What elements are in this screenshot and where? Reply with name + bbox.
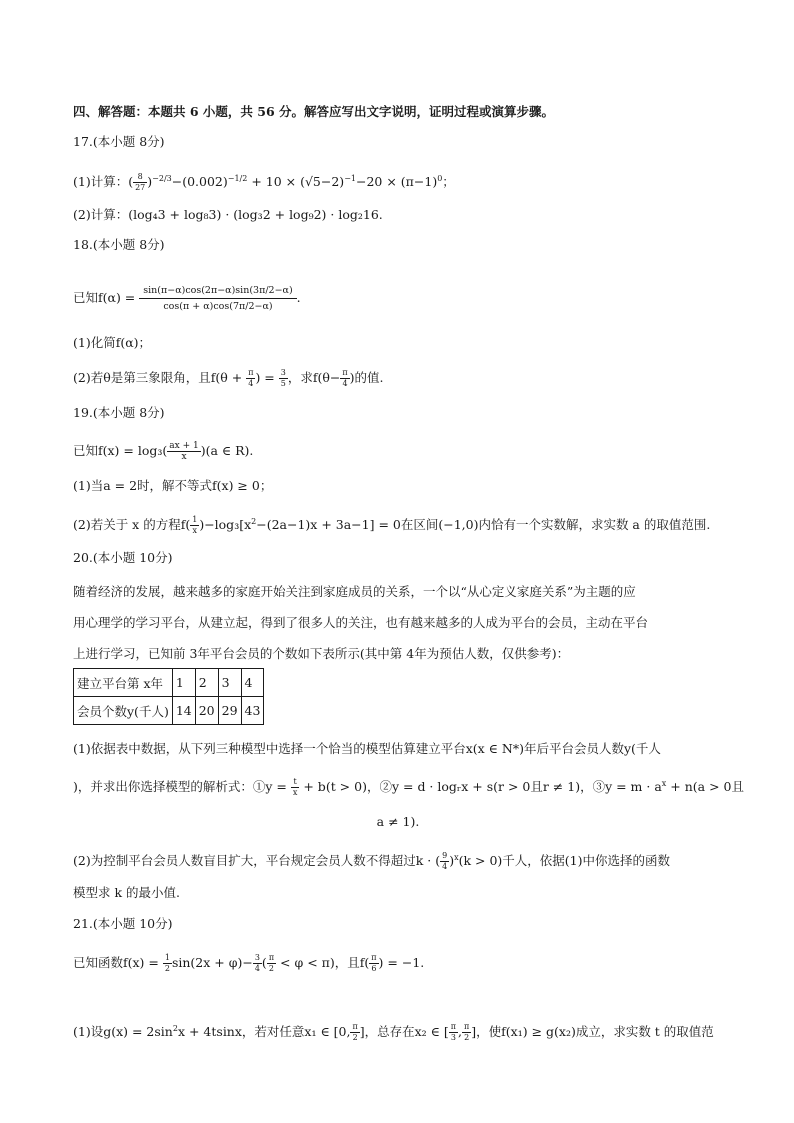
- q17-part1: (1)计算：( $\frac{8}{27}$ )$^{-2/3}-(0.002)^{-1/2} + 10 \times (√5-2)^{-1}-20 \times (\pi-1)^0$；: [73, 172, 455, 193]
- row-label: 建立平台第 x年: [74, 669, 173, 697]
- table-cell: 14: [172, 697, 195, 725]
- q17-part2: (2)计算：(log₄3 + log₈3) · (log₃2 + log₉2) · log₂16.: [73, 207, 383, 222]
- q20-part1-line3: a ≠ 1).: [376, 814, 420, 829]
- q19-title: 19.(本小题 8分): [73, 405, 165, 420]
- q19-part2: (2)若关于 x 的方程f( $\frac{1}{x}$ )$-\log_3[x^2-(2a-1)x + 3a-1] = 0$在区间(−1,0)内恰有一个实数解，求实数 a 的取值范围.: [73, 515, 711, 536]
- q18-part2: (2)若θ是第三象限角，且f(θ + $\frac{\pi}{4}$ ) = $\frac{3}{5}$ ，求f(θ− $\frac{\pi}{4}$ )的值.: [73, 368, 384, 388]
- row-label: 会员个数y(千人): [74, 697, 173, 725]
- section-heading: 四、解答题：本题共 6 小题，共 56 分。解答应写出文字说明，证明过程或演算步骤。: [73, 104, 555, 119]
- q20-body-line1: 随着经济的发展，越来越多的家庭开始关注到家庭成员的关系，一个以“从心定义家庭关系”为主题的应: [73, 584, 636, 599]
- q20-part2-line1: (2)为控制平台会员人数盲目扩大，平台规定会员人数不得超过k · ( $\frac{9}{4}$ )$^x$(k > 0)千人，依据(1)中你选择的函数: [73, 851, 671, 872]
- q17-title: 17.(本小题 8分): [73, 134, 165, 149]
- table-cell: 1: [172, 669, 195, 697]
- q21-part1: (1)设$g(x) = 2\sin^2x + 4tsinx$，若对任意x₁ ∈ [0, $\frac{\pi}{2}$ ]，总存在x₂ ∈ [ $\frac{\pi}{3}$ , $\frac{\pi}{2}$ ]，使f(x₁) ≥ g(x₂)成立，求实数 t 的取值范: [73, 1022, 714, 1043]
- table-cell: 43: [241, 697, 264, 725]
- table-cell: 29: [218, 697, 241, 725]
- q20-part2-line2: 模型求 k 的最小值.: [73, 885, 180, 900]
- q20-part1-line1: (1)依据表中数据，从下列三种模型中选择一个恰当的模型估算建立平台x(x ∈ N*)年后平台会员人数y(千人: [73, 741, 661, 756]
- fraction: $\frac{8}{27}$: [135, 172, 146, 193]
- q20-body-line3: 上进行学习，已知前 3年平台会员的个数如下表所示(其中第 4年为预估人数，仅供参考)：: [73, 646, 570, 661]
- table-row: [74, 669, 264, 697]
- table-cell: 3: [218, 669, 241, 697]
- q21-given: 已知函数f(x) = $\frac{1}{2}$ sin(2x + φ)− $\frac{3}{4}$ ( $\frac{\pi}{2}$ < φ < π)，且f( $\frac{\pi}{6}$ ) = −1.: [73, 953, 425, 973]
- table-row: [74, 697, 264, 725]
- q20-title: 20.(本小题 10分): [73, 550, 173, 565]
- table-cell: 4: [241, 669, 264, 697]
- q18-part1: (1)化简f(α)；: [73, 335, 152, 350]
- q21-title: 21.(本小题 10分): [73, 916, 173, 931]
- q18-title: 18.(本小题 8分): [73, 237, 165, 252]
- q20-body-line2: 用心理学的学习平台，从建立起，得到了很多人的关注，也有越来越多的人成为平台的会员，主动在平台: [73, 615, 649, 630]
- q19-part1: (1)当a = 2时，解不等式f(x) ≥ 0；: [73, 478, 273, 493]
- table-cell: 20: [195, 697, 218, 725]
- q20-part1-line2: )，并求出你选择模型的解析式：①y = $\frac{t}{x}$ + b(t > 0)，②y = d · logᵣx + s(r > 0且r ≠ 1)，③y = $m \cdot a^x + n(a > 0$且: [73, 777, 744, 798]
- q18-given: 已知f(α) = $\frac{\sin(\pi-\alpha)\cos(2\pi-\alpha)\sin(3\pi/2-\alpha)}{\cos(\pi + \alpha)\cos(7\pi/2-\alpha)}$ .: [73, 285, 301, 312]
- table-cell: 2: [195, 669, 218, 697]
- q19-given: 已知f(x) = log₃( $\frac{ax + 1}{x}$ )(a ∈ R).: [73, 441, 254, 462]
- member-count-table: [73, 668, 264, 725]
- fraction: $\frac{\sin(\pi-\alpha)\cos(2\pi-\alpha)\sin(3\pi/2-\alpha)}{\cos(\pi + \alpha)\cos(7\pi/2-\alpha)}$: [139, 284, 296, 313]
